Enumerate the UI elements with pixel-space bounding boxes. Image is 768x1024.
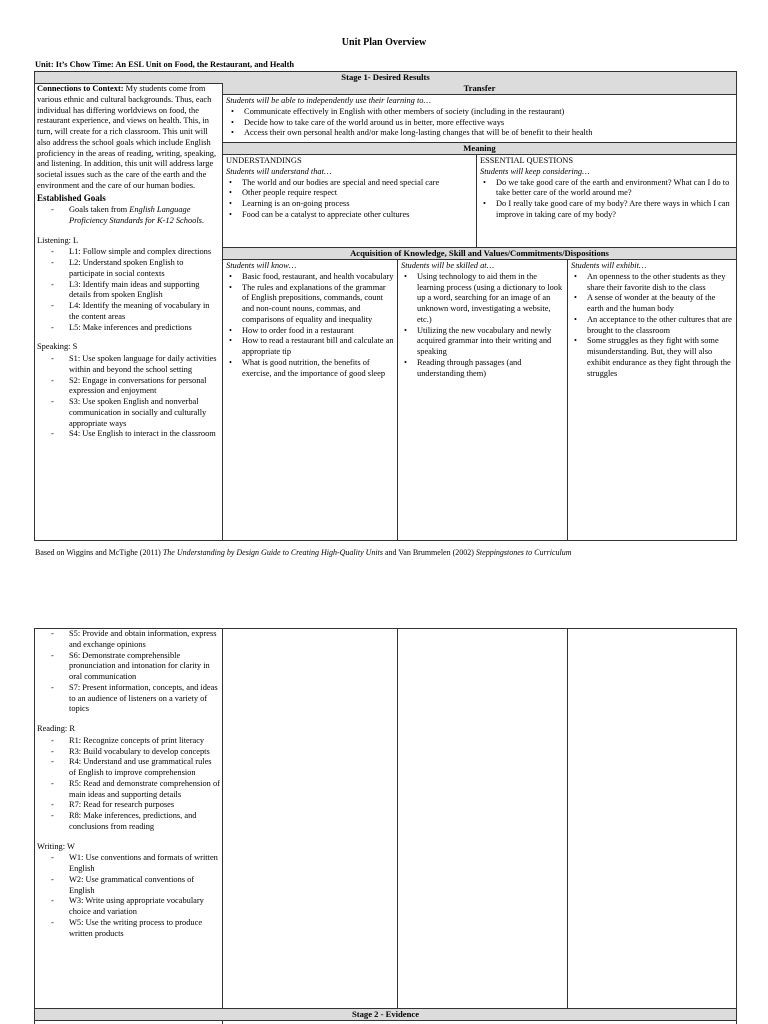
list-item: • Other people require respect	[226, 188, 473, 199]
list-item: • An openness to the other students as they share their favorite dish to the class	[571, 272, 733, 294]
list-item: • A sense of wonder at the beauty of the earth and the human body	[571, 293, 733, 315]
listening-list	[37, 247, 220, 333]
meaning-header	[223, 143, 736, 155]
exhibit-cell	[568, 260, 736, 540]
citation-note	[35, 548, 571, 558]
goals-column	[35, 83, 222, 540]
list-item: • Reading through passages (and understanding them)	[401, 358, 564, 380]
list-item: - S2: Engage in conversations for personal expression and enjoyment	[37, 376, 220, 398]
list-item: - S5: Provide and obtain information, express and exchange opinions	[37, 629, 220, 651]
citation-book2: Steppingstones to Curriculum	[475, 548, 572, 557]
list-item: • Decide how to take care of the world around us in better, more effective ways	[228, 118, 733, 129]
list-item: • Learning is an on-going process	[226, 199, 473, 210]
list-item: - R5: Read and demonstrate comprehension of main ideas and supporting details	[37, 779, 220, 801]
list-item: • The world and our bodies are special and need special care	[226, 178, 473, 189]
list-item: - L5: Make inferences and predictions	[37, 323, 220, 334]
list-item: • What is good nutrition, the benefits of exercise, and the importance of good sleep	[226, 358, 394, 380]
citation-book1: The Understanding by Design Guide to Creating High-Quality Units	[162, 548, 383, 557]
list-item: • Communicate effectively in English with other members of society (including in the restaurant)	[228, 107, 733, 118]
stage1-header: Stage 1- Desired Results	[35, 72, 736, 84]
stage2-header-text: Stage 2 - Evidence	[351, 1009, 420, 1019]
goals-source-list	[37, 205, 220, 227]
citation-prefix: Based on Wiggins and McTighe (2011)	[35, 548, 163, 557]
acquisition-header	[223, 248, 736, 260]
list-item: - S4: Use English to interact in the classroom	[37, 429, 220, 440]
reading-heading: Reading: R	[37, 724, 75, 733]
unit-title: Unit: It’s Chow Time: An ESL Unit on Food, the Restaurant, and Health	[35, 60, 295, 69]
know-intro: Students will know…	[226, 261, 297, 270]
list-item: • Using technology to aid them in the learning process (using a dictionary to look up a word, searching for an image of an unknown word, investigating a website, etc.)	[401, 272, 564, 326]
stage2-header	[35, 1009, 736, 1021]
list-item: - L3: Identify main ideas and supporting details from spoken English	[37, 280, 220, 302]
list-item: - L4: Identify the meaning of vocabulary in the content areas	[37, 301, 220, 323]
list-item: - W1: Use conventions and formats of written English	[37, 853, 220, 875]
know-cell	[223, 260, 397, 540]
questions-intro: Students will keep considering…	[480, 166, 590, 176]
goals-source-prefix: Goals taken from	[69, 205, 130, 215]
established-goals-heading: Established Goals	[37, 192, 106, 203]
speaking-list-continued	[37, 629, 220, 715]
list-item: • Do we take good care of the earth and environment? What can I do to take better care of the world around me?	[480, 178, 733, 200]
connections-label: Connections to Context:	[37, 84, 124, 93]
know-list	[226, 272, 394, 380]
p2-divider-2	[397, 628, 398, 1008]
questions-list	[480, 178, 733, 221]
goals-column-continued	[35, 628, 222, 1008]
list-item: - S3: Use spoken English and nonverbal communication in socially and culturally appropriate ways	[37, 397, 220, 429]
listening-heading: Listening: L	[37, 235, 79, 245]
list-item: - R4: Understand and use grammatical rules of English to improve comprehension	[37, 757, 220, 779]
exhibit-intro: Students will exhibit…	[571, 261, 647, 270]
list-item: - S1: Use spoken language for daily activities within and beyond the school setting	[37, 354, 220, 376]
skilled-cell	[398, 260, 567, 540]
list-item: - R8: Make inferences, predictions, and conclusions from reading	[37, 811, 220, 833]
list-item: • Basic food, restaurant, and health vocabulary	[226, 272, 394, 283]
reading-list	[37, 736, 220, 833]
list-item: • The rules and explanations of the grammar of English prepositions, commands, count and non-count nouns, commas, and comparisons of equality and inequality	[226, 283, 394, 326]
list-item: • Do I really take good care of my body? Are there ways in which I can improve in taking care of my body?	[480, 199, 733, 221]
p2-divider-1	[222, 628, 223, 1008]
transfer-intro: Students will be able to independently use their learning to…	[226, 96, 431, 105]
understandings-cell	[223, 155, 476, 247]
list-item: • How to order food in a restaurant	[226, 326, 394, 337]
exhibit-list	[571, 272, 733, 380]
speaking-list	[37, 354, 220, 440]
list-item: • How to read a restaurant bill and calculate an appropriate tip	[226, 336, 394, 358]
list-item: - W5: Use the writing process to produce written products	[37, 918, 220, 940]
speaking-heading: Speaking: S	[37, 342, 78, 352]
list-item: - L1: Follow simple and complex directions	[37, 247, 220, 258]
questions-heading: ESSENTIAL QUESTIONS	[480, 156, 573, 165]
writing-list	[37, 853, 220, 939]
transfer-header-text: Transfer	[463, 83, 496, 93]
writing-heading: Writing: W	[37, 841, 75, 851]
citation-middle: and Van Brummelen (2002)	[382, 548, 476, 557]
p2-divider-3	[567, 628, 568, 1008]
list-item: • Access their own personal health and/or make long-lasting changes that will be of benefit to their health	[228, 128, 733, 139]
list-item: - R1: Recognize concepts of print literacy	[37, 736, 220, 747]
page-title: Unit Plan Overview	[341, 37, 427, 48]
list-item: • Utilizing the new vocabulary and newly acquired grammar into their writing and speaking	[401, 326, 564, 358]
connections-text: My students come from various ethnic and cultural backgrounds. Thus, each individual has differing worldviews on food, the restaurant experience, and views on health. This, in turn, will create for a rich classroom. This unit will also address the school goals which include English proficiency in the areas of reading, writing, speaking, and listening. In addition, this unit will address large societal issues such as the care of the earth and the environment and the care of our human bodies.	[37, 84, 217, 190]
skilled-intro: Students will be skilled at…	[401, 261, 495, 270]
list-item: - R7: Read for research purposes	[37, 800, 220, 811]
list-item: - S7: Present information, concepts, and ideas to an audience of listeners on a variety of topics	[37, 683, 220, 715]
list-item: - R3: Build vocabulary to develop concepts	[37, 747, 220, 758]
understandings-list	[226, 178, 473, 221]
connections-paragraph	[37, 84, 220, 192]
essential-questions-cell	[477, 155, 736, 247]
acquisition-header-text: Acquisition of Knowledge, Skill and Values/Commitments/Dispositions	[350, 248, 609, 258]
goals-source	[37, 205, 220, 227]
list-item: - W3: Write using appropriate vocabulary choice and variation	[37, 896, 220, 918]
transfer-list	[226, 107, 733, 139]
goals-source-title: English Language Proficiency Standards for K-12 Schools	[69, 205, 202, 225]
list-item: • An acceptance to the other cultures that are brought to the classroom	[571, 315, 733, 337]
meaning-header-text: Meaning	[463, 143, 496, 153]
goals-source-suffix: .	[201, 215, 204, 225]
transfer-cell	[223, 95, 736, 142]
list-item: - L2: Understand spoken English to participate in social contexts	[37, 258, 220, 280]
list-item: - S6: Demonstrate comprehensible pronunciation and intonation for clarity in oral communication	[37, 651, 220, 683]
list-item: - W2: Use grammatical conventions of English	[37, 875, 220, 897]
list-item: • Some struggles as they fight with some misunderstanding. But, they will also exhibit endurance as they fight through the struggles	[571, 336, 733, 379]
understandings-intro: Students will understand that…	[226, 166, 332, 176]
list-item: • Food can be a catalyst to appreciate other cultures	[226, 210, 473, 221]
transfer-header	[223, 83, 736, 95]
skilled-list	[401, 272, 564, 380]
understandings-heading: UNDERSTANDINGS	[226, 156, 302, 165]
